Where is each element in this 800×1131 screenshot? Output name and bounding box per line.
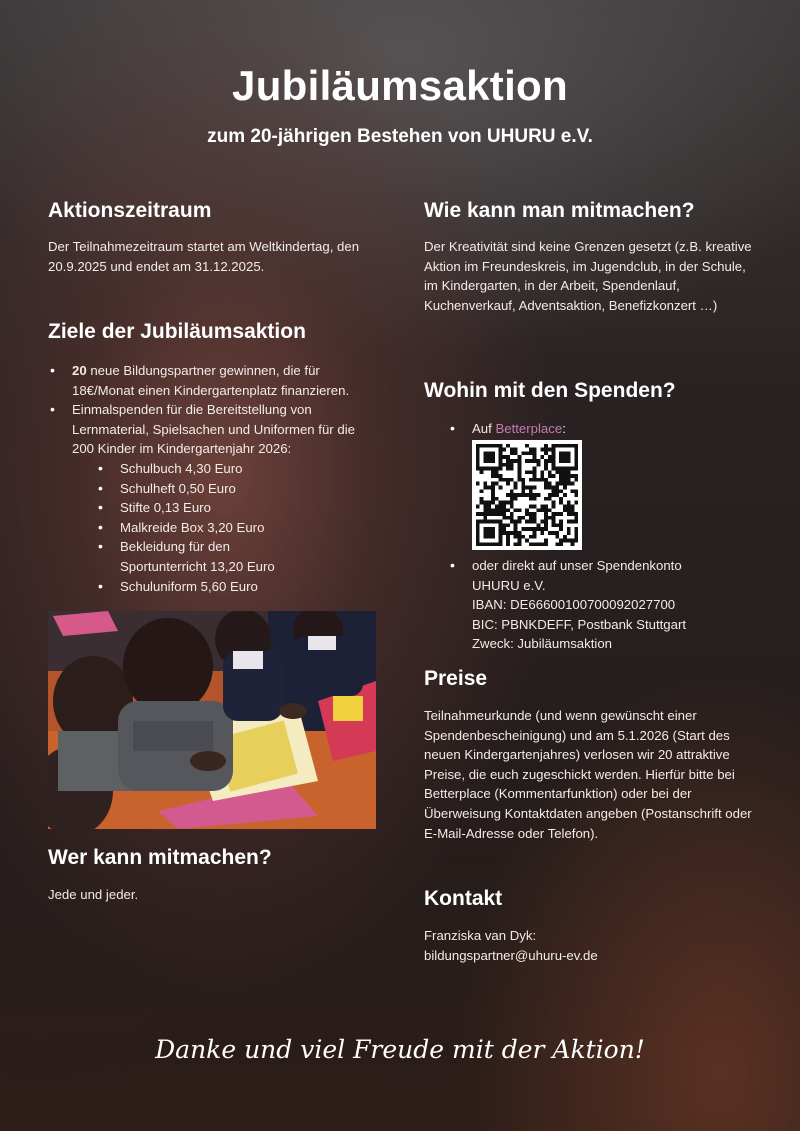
wie-heading: Wie kann man mitmachen?	[424, 199, 695, 222]
list-item: • Schulheft 0,50 Euro	[96, 479, 326, 499]
wie-text: Der Kreativität sind keine Grenzen gesetzt (z.B. kreative Aktion im Freundeskreis, im Jugendclub, in der Schule, im Kindergarten, in der Arbeit, Spendenlauf, Kuchenverkauf, Adventsaktion, Benefizkonzert …)	[424, 239, 752, 313]
ziele-item-2-text: Einmalspenden für die Bereitstellung von Lernmaterial, Spielsachen und Uniformen für die 200 Kinder im Kindergartenjahr 2026:	[72, 402, 355, 457]
list-item: • Bekleidung für den Sportunterricht 13,20 Euro	[96, 537, 300, 576]
ziele-list	[48, 361, 378, 596]
page-title: Jubiläumsaktion	[232, 62, 568, 109]
ziele-item-1-bold: 20	[72, 363, 87, 378]
ziele-sublist	[72, 459, 326, 596]
list-item: • Malkreide Box 3,20 Euro	[96, 518, 326, 538]
wer-text: Jede und jeder.	[48, 887, 139, 902]
kontakt-heading: Kontakt	[424, 887, 503, 910]
ziele-item-1	[48, 361, 378, 400]
preise-text: Teilnahmeurkunde (und wenn gewünscht einer Spendenbescheinigung) und am 5.1.2026 (Start des neuen Kindergartenjahres) verlosen wir 20 attraktive Preise, die euch zugeschickt werden. Hierfür bitte bei Betterplace (Kommentarfunktion) oder bei der Überweisung Kontaktdaten angeben (Postanschrift oder E-Mail-Adresse oder Telefon).	[424, 708, 752, 841]
qr-code-icon[interactable]	[472, 440, 582, 550]
list-item: • Stifte 0,13 Euro	[96, 498, 326, 518]
konto-zweck: Zweck: Jubiläumsaktion	[472, 636, 612, 652]
ziele-item-1-text: neue Bildungspartner gewinnen, die für 18€/Monat einen Kindergartenplatz finanzieren.	[72, 363, 350, 398]
kontakt-name: Franziska van Dyk:	[424, 928, 537, 943]
aktionszeitraum-text: Der Teilnahmezeitraum startet am Weltkindertag, den 20.9.2025 und endet am 31.12.2025.	[48, 239, 360, 274]
betterplace-link[interactable]: Betterplace	[495, 421, 563, 436]
ziele-item-2	[48, 400, 378, 596]
list-item: • Schulbuch 4,30 Euro	[96, 459, 326, 479]
ziele-heading: Ziele der Jubiläumsaktion	[48, 320, 306, 343]
wohin-item-betterplace	[448, 419, 748, 439]
aktionszeitraum-heading: Aktionszeitraum	[48, 199, 212, 222]
wohin-auf-prefix: Auf	[472, 421, 496, 436]
wohin-list	[448, 419, 748, 439]
list-item: • Schuluniform 5,60 Euro	[96, 577, 326, 597]
konto-iban: IBAN: DE66600100700092027700	[472, 597, 676, 613]
page-subtitle: zum 20-jährigen Bestehen von UHURU e.V.	[207, 126, 593, 147]
wohin-heading: Wohin mit den Spenden?	[424, 379, 676, 402]
thanks-footer: Danke und viel Freude mit der Aktion!	[155, 1035, 645, 1064]
wohin-auf-suffix: :	[562, 421, 566, 436]
kontakt-email[interactable]: bildungspartner@uhuru-ev.de	[424, 948, 598, 963]
konto-line-2: UHURU e.V.	[472, 577, 546, 593]
konto-list	[448, 556, 748, 654]
konto-bic: BIC: PBNKDEFF, Postbank Stuttgart	[472, 616, 687, 632]
preise-heading: Preise	[424, 667, 488, 690]
wer-heading: Wer kann mitmachen?	[48, 846, 272, 869]
konto-item	[448, 556, 748, 654]
children-reading-photo	[48, 611, 376, 829]
konto-line-1: • oder direkt auf unser Spendenkonto	[472, 558, 682, 573]
